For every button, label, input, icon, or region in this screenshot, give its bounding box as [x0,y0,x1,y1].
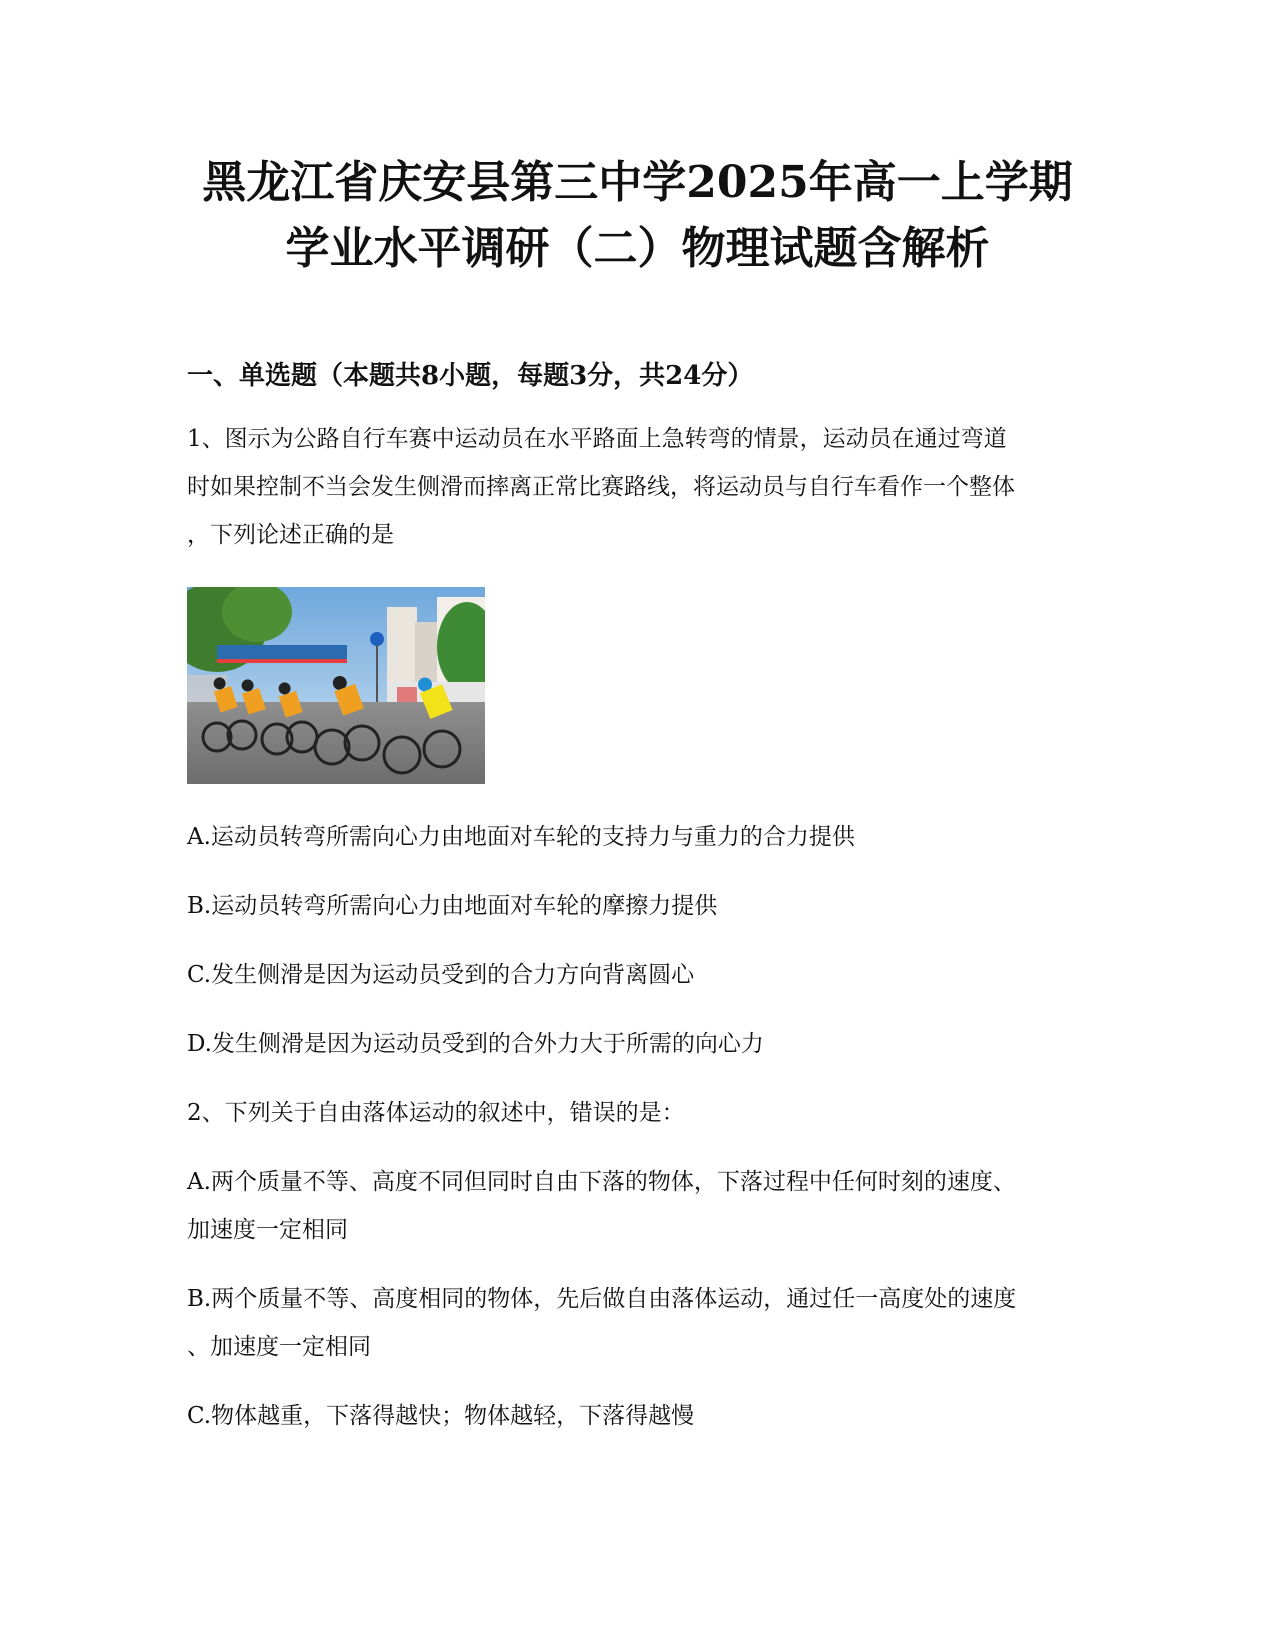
question-2-stem: 2、下列关于自由落体运动的叙述中，错误的是： [187,1100,685,1126]
question-2-option-b-line-2: 、加速度一定相同 [187,1334,371,1360]
question-1-line-3: ，下列论述正确的是 [187,522,394,548]
title-line-1: 黑龙江省庆安县第三中学2025年高一上学期 [202,157,1073,208]
question-1-line-1: 1、图示为公路自行车赛中运动员在水平路面上急转弯的情景，运动员在通过弯道 [187,426,1007,452]
question-1-option-d: D.发生侧滑是因为运动员受到的合外力大于所需的向心力 [187,1031,764,1057]
question-2-option-a-line-2: 加速度一定相同 [187,1217,348,1243]
question-1-option-b: B.运动员转弯所需向心力由地面对车轮的摩擦力提供 [187,893,718,919]
cycling-race-photo [187,587,485,784]
cycling-race-illustration [187,587,485,784]
question-1-option-a: A.运动员转弯所需向心力由地面对车轮的支持力与重力的合力提供 [187,824,855,850]
question-1-line-2: 时如果控制不当会发生侧滑而摔离正常比赛路线，将运动员与自行车看作一个整体 [187,474,1015,500]
question-1-stem [187,415,1087,559]
document-title [150,150,1125,282]
section-heading: 一、单选题（本题共8小题，每题3分，共24分） [187,361,754,391]
question-1-option-c: C.发生侧滑是因为运动员受到的合力方向背离圆心 [187,962,695,988]
question-2-option-b [187,1275,1016,1371]
question-2-option-a-line-1: A.两个质量不等、高度不同但同时自由下落的物体，下落过程中任何时刻的速度、 [187,1169,1016,1195]
question-2-option-a [187,1158,1016,1254]
question-2-option-c: C.物体越重，下落得越快；物体越轻，下落得越慢 [187,1403,695,1429]
question-2-option-b-line-1: B.两个质量不等、高度相同的物体，先后做自由落体运动，通过任一高度处的速度 [187,1286,1017,1312]
title-line-2: 学业水平调研（二）物理试题含解析 [285,223,990,274]
